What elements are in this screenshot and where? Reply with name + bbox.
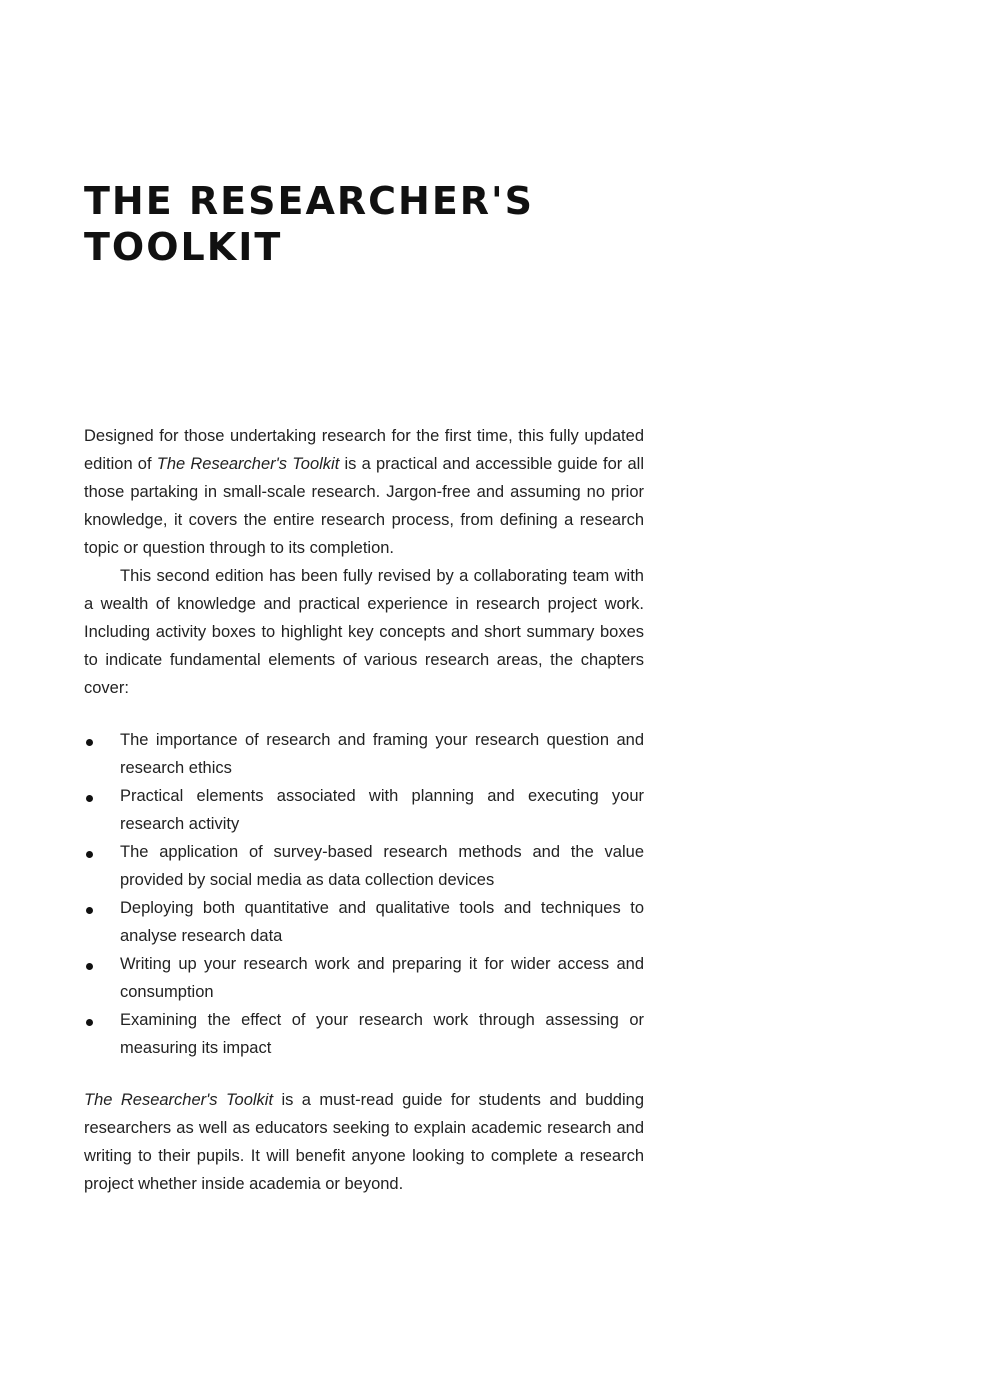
blurb bbox=[84, 422, 644, 1198]
intro-paragraph bbox=[84, 422, 644, 562]
list-item bbox=[84, 950, 644, 1006]
book-title-italic: The Researcher's Toolkit bbox=[156, 455, 340, 473]
bullet-icon bbox=[86, 739, 93, 746]
text: Designed for those undertaking research for the first time, this fully updated edition of bbox=[84, 427, 644, 473]
list-item-text: Examining the effect of your research work through assessing or measuring its impact bbox=[120, 1011, 644, 1057]
list-item bbox=[84, 838, 644, 894]
book-title-italic: The Researcher's Toolkit bbox=[84, 1091, 274, 1109]
list-item bbox=[84, 894, 644, 950]
list-item-text: Deploying both quantitative and qualitative tools and techniques to analyse research data bbox=[120, 899, 644, 945]
bullet-icon bbox=[86, 795, 93, 802]
closing-paragraph bbox=[84, 1086, 644, 1198]
book-title bbox=[84, 178, 534, 270]
list-item-text: The importance of research and framing your research question and research ethics bbox=[120, 731, 644, 777]
bullet-icon bbox=[86, 963, 93, 970]
title-line-2: TOOLKIT bbox=[84, 225, 283, 269]
text: is a must-read guide for students and budding researchers as well as educators seeking to explain academic research and writing to their pupils. It will benefit anyone looking to complete a research project whether inside academia or beyond. bbox=[84, 1091, 645, 1193]
title-line-1: THE RESEARCHER'S bbox=[84, 179, 535, 223]
list-item-text: Practical elements associated with planning and executing your research activity bbox=[120, 787, 644, 833]
chapter-list bbox=[84, 726, 644, 1062]
list-item-text: Writing up your research work and preparing it for wider access and consumption bbox=[120, 955, 644, 1001]
list-item bbox=[84, 1006, 644, 1062]
list-item bbox=[84, 782, 644, 838]
bullet-icon bbox=[86, 1019, 93, 1026]
bullet-icon bbox=[86, 851, 93, 858]
text: is a practical and accessible guide for all those partaking in small-scale research. Jargon-free and assuming no prior knowledge, it covers the entire research process, from defining a research topic or question through to its completion. bbox=[84, 455, 644, 557]
bullet-icon bbox=[86, 907, 93, 914]
edition-paragraph: This second edition has been fully revised by a collaborating team with a wealth of knowledge and practical experience in research project work. Including activity boxes to highlight key concepts and short summary boxes to indicate fundamental elements of various research areas, the chapters cover: bbox=[84, 567, 644, 697]
list-item-text: The application of survey-based research methods and the value provided by social media as data collection devices bbox=[120, 843, 644, 889]
list-item bbox=[84, 726, 644, 782]
